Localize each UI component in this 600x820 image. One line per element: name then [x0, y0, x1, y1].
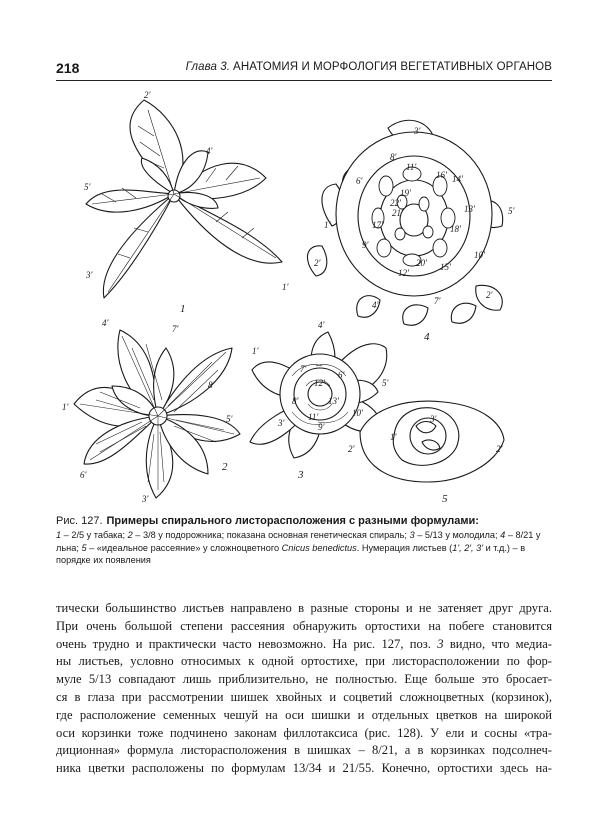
panel-4-label: 11' — [406, 162, 417, 172]
caption-part: 1', 2', 3' — [452, 542, 484, 553]
caption-title — [56, 514, 552, 528]
panel-3-label: 11' — [308, 412, 319, 422]
panel-4-label: 17' — [372, 220, 383, 230]
panel-3-label: 8' — [292, 396, 299, 406]
panel-4-label: 21' — [392, 208, 403, 218]
panel-1-tobacco-rosette — [86, 100, 282, 298]
panel-1-label: 1' — [282, 282, 289, 292]
panel-4-label: 15' — [440, 262, 451, 272]
panel-4-label: 16' — [436, 170, 447, 180]
panel-3-label: 2' — [348, 444, 355, 454]
caption-part: 2 — [127, 530, 133, 540]
caption-body — [56, 529, 552, 567]
caption-part: – 8/21 у льна; — [56, 530, 541, 553]
caption-part: – 2/5 у табака; — [61, 530, 128, 540]
text-line: ны листьев, условно относимых к одной ортостихе, при листорасположении по фор- — [56, 654, 552, 669]
panel-number-3: 3 — [298, 469, 304, 481]
text-segment: 3 — [437, 636, 444, 651]
caption-part: Cnicus benedictus — [281, 542, 357, 553]
panel-4-flax-diagram — [307, 120, 502, 325]
caption-part: 3 — [409, 530, 415, 540]
panel-1-label: 4' — [206, 146, 213, 156]
text-segment: видно, что медиа- — [443, 636, 552, 651]
panel-4-label: 2' — [486, 290, 493, 300]
panel-3-label: 10' — [352, 408, 363, 418]
text-line: ся в глаза при рассмотрении шишек хвойных и соцветий сложноцветных (корзинок), — [56, 689, 552, 704]
panel-number-2: 2 — [222, 461, 228, 473]
panel-4-label: 6' — [356, 176, 363, 186]
page-number: 218 — [56, 60, 80, 76]
panel-4-label: 13' — [464, 204, 475, 214]
text-segment: очень трудно и практически часто невозможно. На рис. 127, поз. — [56, 636, 438, 651]
text-line: диционная» формула листорасположения в шишках – 8/21, а в корзинках подсолнеч- — [56, 743, 552, 758]
figure-caption — [56, 514, 552, 567]
body-text — [56, 600, 552, 778]
panel-4-label: 1' — [324, 220, 331, 230]
panel-3-label: 9' — [318, 422, 325, 432]
panel-2-label: 4' — [102, 318, 109, 328]
panel-3-label: 1' — [252, 346, 259, 356]
caption-part: – 3/8 у подорожника; показана основная генетическая спираль; — [132, 530, 410, 540]
panel-4-label: 7' — [434, 296, 441, 306]
panel-5-label: 1' — [390, 432, 397, 442]
caption-part: – 5/13 у молодила; — [414, 530, 501, 540]
figure-number: Рис. 127. — [56, 515, 103, 527]
panel-3-label: 5' — [382, 378, 389, 388]
text-line: тически большинство листьев направлено в разные стороны и не затеняет друг друга. — [56, 601, 552, 615]
panel-4-label: 22' — [390, 198, 401, 208]
panel-4-label: 12' — [398, 268, 409, 278]
panel-2-label: 6' — [80, 470, 87, 480]
panel-5-label: 3' — [430, 414, 437, 424]
text-line: оси корзинки тоже подчинено законам филлотаксиса (рис. 128). У ели и сосны «тра- — [56, 725, 552, 740]
caption-part: 5 — [81, 542, 87, 553]
caption-part: – «идеальное рассеяние» у сложноцветного — [86, 542, 282, 553]
panel-4-label: 19' — [400, 188, 411, 198]
panel-4-label: 2' — [314, 258, 321, 268]
panel-4-label: 3' — [414, 126, 421, 136]
panel-4-label: 20' — [416, 258, 427, 268]
panel-4-label: 4' — [372, 300, 379, 310]
chapter-title: АНАТОМИЯ И МОРФОЛОГИЯ ВЕГЕТАТИВНЫХ ОРГАНОВ — [233, 61, 552, 73]
phyllotaxis-illustration — [56, 86, 552, 508]
panel-2-label: 1' — [62, 402, 69, 412]
caption-part: 4 — [500, 530, 506, 540]
panel-4-label: 9' — [362, 240, 369, 250]
panel-number-1: 1 — [180, 303, 186, 315]
caption-part: . Нумерация листьев ( — [356, 542, 453, 553]
panel-2-label: 7' — [172, 324, 179, 334]
running-head — [56, 60, 552, 81]
text-line: мулe 5/13 совпадают лишь приблизительно, не полностью. Еще больше это бросает- — [56, 672, 552, 687]
text-line — [56, 636, 552, 654]
panel-3-label: 4' — [318, 320, 325, 330]
panel-1-label: 5' — [84, 182, 91, 192]
panel-4-label: 14' — [452, 174, 463, 184]
panel-3-label: 7' — [300, 364, 307, 374]
chapter-heading — [186, 61, 552, 73]
panel-2-label: 8' — [208, 380, 215, 390]
panel-2-label: 5' — [226, 414, 233, 424]
text-line: ника цветки расположены по формулам 13/34 и 21/55. Конечно, ортостихи здесь на- — [56, 761, 552, 776]
panel-4-label: 8' — [390, 152, 397, 162]
panel-4-label: 18' — [450, 224, 461, 234]
panel-5-label: 2' — [496, 444, 503, 454]
caption-part: и т.д.) – в порядке их появления — [56, 542, 526, 565]
panel-1-label: 3' — [86, 270, 93, 280]
text-line: При очень большой степени рассеяния обнаружить ортостихи на побеге становится — [56, 618, 552, 633]
panel-1-label: 2' — [144, 90, 151, 100]
panel-3-label: 6' — [338, 370, 345, 380]
caption-part: 1 — [56, 530, 62, 540]
text-line: где расположение семенных чешуй на оси шишки и отдельных цветков на широкой — [56, 707, 552, 722]
panel-2-label: 3' — [142, 494, 149, 504]
figure-127 — [56, 86, 552, 508]
caption-heading: Примеры спирального листорасположения с разными формулами: — [106, 515, 479, 527]
panel-number-4: 4 — [424, 331, 430, 343]
panel-number-5: 5 — [442, 493, 448, 505]
panel-3-label: 3' — [278, 418, 285, 428]
chapter-label: Глава 3. — [185, 61, 231, 73]
panel-4-label: 10' — [474, 250, 485, 260]
panel-3-label: 13' — [328, 396, 339, 406]
panel-3-label: 12' — [314, 378, 325, 388]
panel-4-label: 5' — [508, 206, 515, 216]
